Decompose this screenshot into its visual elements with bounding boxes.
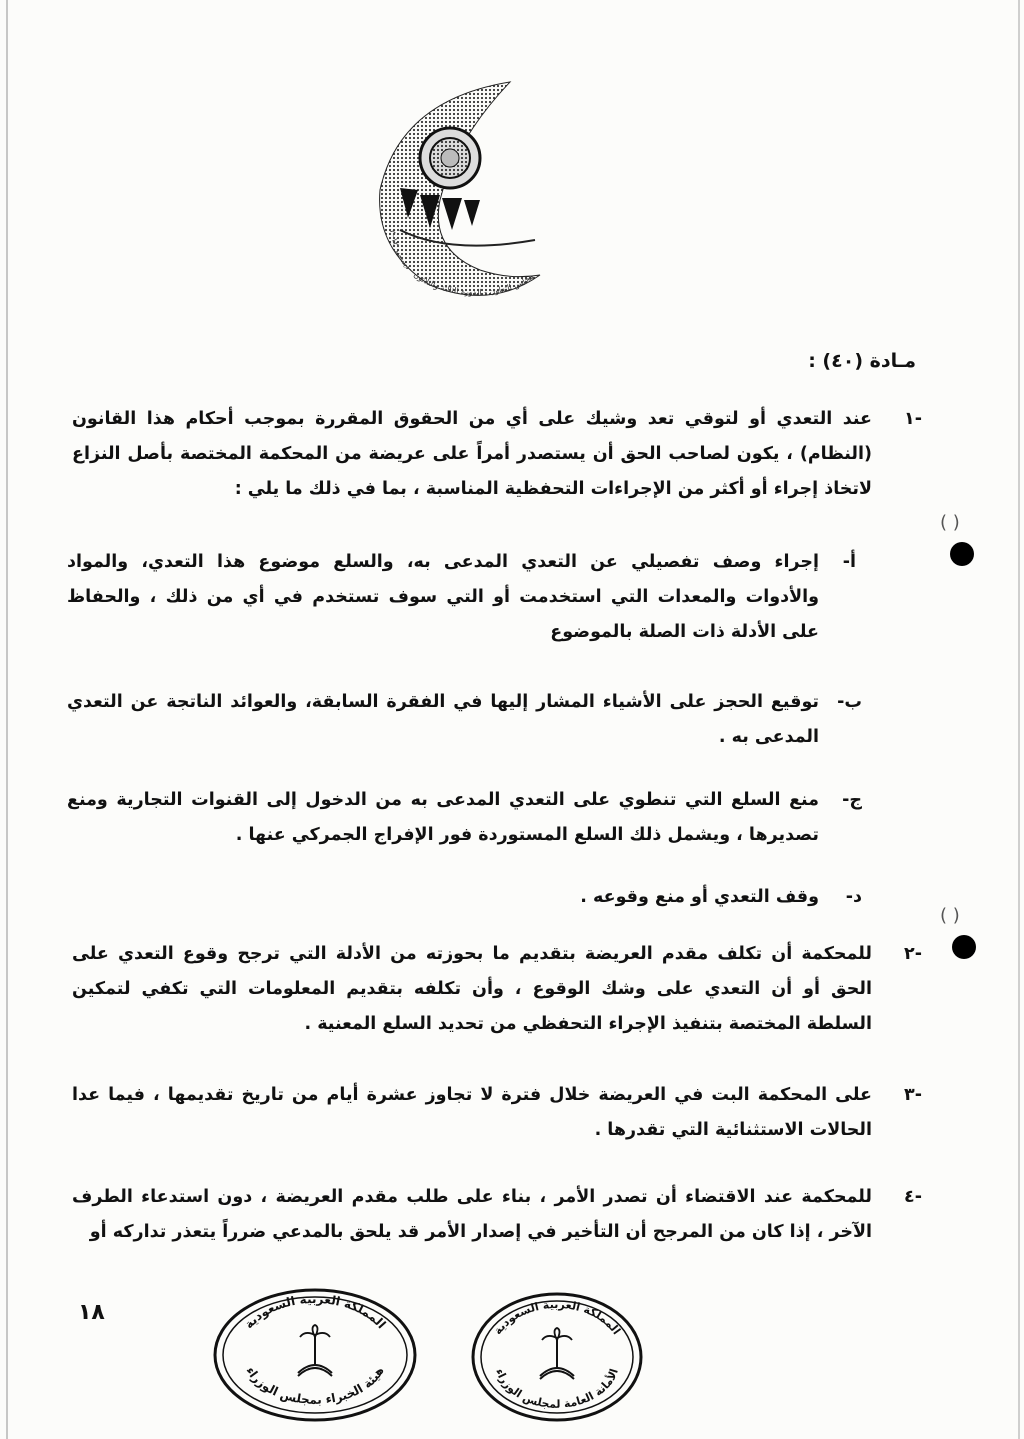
subclause-d-text: وقف التعدي أو منع وقوعه . <box>580 887 819 907</box>
seal-right-bottom-text: الأمانة العامة لمجلس الوزراء <box>493 1366 621 1411</box>
page-number: ١٨ <box>78 1300 105 1325</box>
seal-right-top-text: المملكة العربية السعودية <box>491 1297 624 1338</box>
subclause-letter: ج- <box>842 790 862 810</box>
clause-1 <box>72 402 872 507</box>
svg-text:الأمانة العامة لمجلس الوزراء <box>493 1367 621 1411</box>
subclause-c-text: منع السلع التي تنطوي على التعدي المدعى به من الدخول إلى القنوات التجارية ومنع تصديرها ، ويشمل ذلك السلع المستوردة فور الإفراج الجمركي عنها . <box>67 790 819 845</box>
clause-2-text: للمحكمة أن تكلف مقدم العريضة بتقديم ما بحوزته من الأدلة التي ترجح وقوع التعدي على الحق أو أن التعدي على وشك الوقوع ، وأن تكلفه بتقديم المعلومات التي تكفي لتمكين السلطة المختصة بتنفيذ الإجراء التحفظي من تحديد السلع المعنية . <box>72 944 872 1034</box>
clause-4-text: للمحكمة عند الاقتضاء أن تصدر الأمر ، بناء على طلب مقدم العريضة ، دون استدعاء الطرف الآخر ، إذا كان من المرجح أن التأخير في إصدار الأمر قد يلحق بالمدعي ضرراً يتعذر تداركه أو <box>72 1187 872 1242</box>
clause-4 <box>72 1180 872 1250</box>
punch-hole <box>952 935 976 959</box>
subclause-letter: ب- <box>837 692 862 712</box>
gcc-summit-emblem <box>360 80 580 310</box>
page-edge-right <box>1018 0 1020 1439</box>
subclause-a <box>67 545 819 650</box>
palm-swords-icon <box>298 1325 332 1376</box>
clause-number: -٣ <box>904 1085 922 1105</box>
subclause-c <box>67 783 819 853</box>
svg-text:هيئة الخبراء بمجلس الوزراء <box>243 1364 386 1407</box>
article-heading: مـادة (٤٠) : <box>808 350 916 372</box>
seal-left-top-text: المملكة العربية السعودية <box>241 1291 389 1332</box>
official-seal-secretariat <box>470 1290 645 1425</box>
palm-swords-icon <box>540 1328 574 1379</box>
clause-2 <box>72 937 872 1042</box>
clause-1-text: عند التعدي أو لتوقي تعد وشيك على أي من الحقوق المقررة بموجب أحكام هذا القانون (النظام) ، يكون لصاحب الحق أن يستصدر أمراً على عريضة من المحكمة المختصة بأصل النزاع لاتخاذ إجراء أو أكثر من الإجراءات التحفظية المناسبة ، بما في ذلك ما يلي : <box>72 409 872 499</box>
subclause-d <box>67 880 819 915</box>
subclause-a-text: إجراء وصف تفصيلي عن التعدي المدعى به، والسلع موضوع هذا التعدي، والمواد والأدوات والمعدات التي استخدمت أو التي سوف تستخدم في أي من ذلك ، والحفاظ على الأدلة ذات الصلة بالموضوع <box>67 552 819 642</box>
subclause-b-text: توقيع الحجز على الأشياء المشار إليها في الفقرة السابقة، والعوائد الناتجة عن التعدي المدعى به . <box>67 692 819 747</box>
punch-hole <box>950 542 974 566</box>
subclause-letter: د- <box>845 887 862 907</box>
subclause-letter: أ- <box>842 552 856 572</box>
official-seal-experts <box>210 1285 420 1425</box>
clause-number: -٤ <box>904 1187 922 1207</box>
seal-left-bottom-text: هيئة الخبراء بمجلس الوزراء <box>243 1364 387 1407</box>
subclause-b <box>67 685 819 755</box>
clause-number: -٢ <box>904 944 922 964</box>
punch-hole-mark: ( ) <box>940 512 960 533</box>
emblem-ring-text: مجلس التعاون - الدورة الثالثة والثلاثون - ديسمبر ٢٠١٢ <box>388 228 536 298</box>
punch-hole-mark: ( ) <box>940 905 960 926</box>
page-edge-left <box>6 0 8 1439</box>
clause-3 <box>72 1078 872 1148</box>
clause-3-text: على المحكمة البت في العريضة خلال فترة لا تجاوز عشرة أيام من تاريخ تقديمها ، فيما عدا الحالات الاستثنائية التي تقدرها . <box>72 1085 872 1140</box>
clause-number: -١ <box>904 409 922 429</box>
